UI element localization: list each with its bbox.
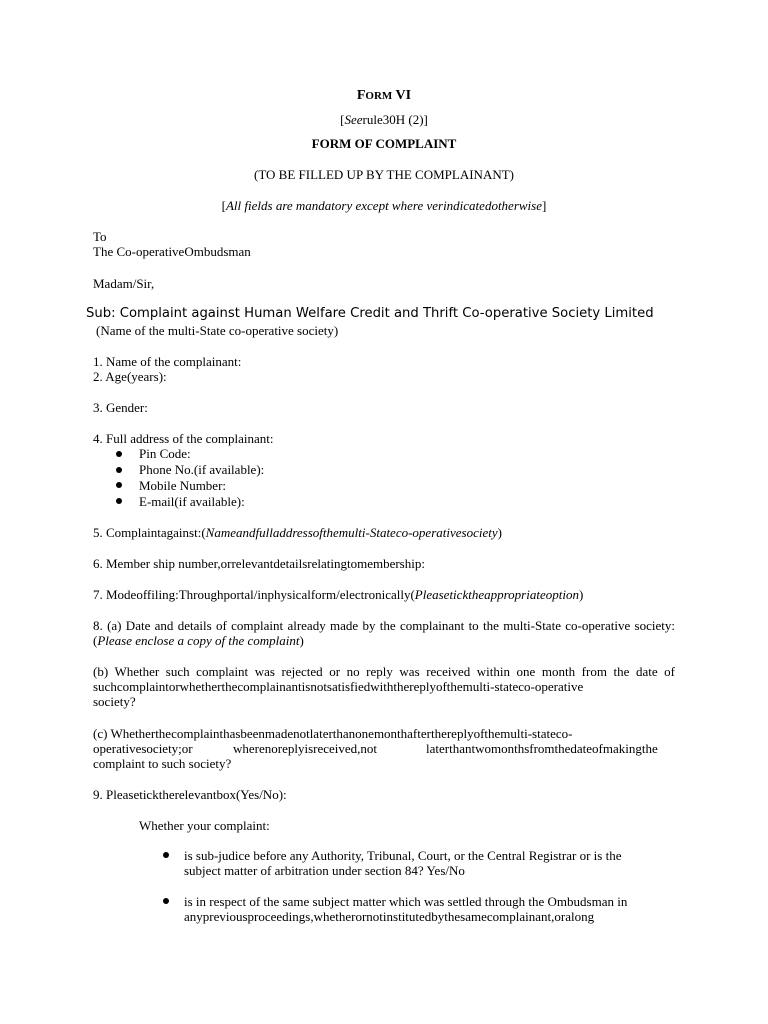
- bullet-icon: [116, 498, 122, 504]
- bullet-2-line1: is in respect of the same subject matter which was settled through the Ombudsman in: [184, 894, 628, 909]
- field-gender: 3. Gender:: [93, 400, 148, 415]
- field-8c-line1: (c) Whetherthecomplainthasbeenmadenotlaterthanonemonthafterthereplyofthemulti-stateco-: [93, 726, 573, 741]
- field-9: 9. Pleaseticktherelevantbox(Yes/No):: [93, 787, 287, 802]
- field-8b-line3: society?: [93, 694, 136, 709]
- field-name: 1. Name of the complainant:: [93, 354, 242, 369]
- form-title: FORM OF COMPLAINT: [311, 136, 457, 151]
- field-8c-line3: complaint to such society?: [93, 756, 232, 771]
- society-name: Human Welfare Credit and Thrift Co-operative Society Limited: [244, 306, 654, 321]
- field-8a: 8. (a) Date and details of complaint already made by the complainant to the multi-State co-operative society: (Please enclose a copy of the complaint): [93, 618, 675, 648]
- field-mode-of-filing: 7. Modeoffiling:Throughportal/inphysicalform/electronically(Pleaseticktheappropriateoption): [93, 587, 584, 602]
- subject-line: Sub: Complaint against Human Welfare Credit and Thrift Co-operative Society Limited: [86, 306, 654, 321]
- bullet-icon: [116, 482, 122, 488]
- field-membership: 6. Member ship number,orrelevantdetailsrelatingtomembership:: [93, 556, 425, 571]
- field-8c-line2c: laterthantwomonthsfromthedateofmakingthe: [426, 741, 658, 756]
- field-mobile: Mobile Number:: [139, 478, 227, 493]
- whether-label: Whether your complaint:: [139, 818, 270, 833]
- field-pin-code: Pin Code:: [139, 446, 191, 461]
- bullet-icon: [116, 467, 122, 473]
- field-8b-line1: (b) Whether such complaint was rejected or no reply was received within one month from the date of: [93, 664, 675, 679]
- bullet-1-line1: is sub-judice before any Authority, Tribunal, Court, or the Central Registrar or is the: [184, 848, 622, 863]
- field-email: E-mail(if available):: [139, 494, 245, 509]
- bullet-icon: [163, 852, 169, 858]
- field-age: 2. Age(years):: [93, 369, 167, 384]
- field-8c-line2a: operativesociety;or: [93, 741, 193, 756]
- bullet-icon: [116, 451, 122, 457]
- form-number: FORM VI: [356, 88, 412, 103]
- filled-by-note: (TO BE FILLED UP BY THE COMPLAINANT): [254, 167, 514, 182]
- field-phone: Phone No.(if available):: [139, 462, 265, 477]
- society-name-hint: (Name of the multi-State co-operative society): [96, 323, 339, 338]
- field-8c-line2b: wherenoreplyisreceived,not: [233, 741, 378, 756]
- mandatory-note: [All fields are mandatory except where verindicatedotherwise]: [221, 198, 547, 213]
- bullet-2-line2: anypreviousproceedings,whetherornotinstitutedbythesamecomplainant,oralong: [184, 909, 595, 924]
- bullet-icon: [163, 898, 169, 904]
- bullet-1-line2: subject matter of arbitration under section 84? Yes/No: [184, 863, 465, 878]
- field-8b-line2: suchcomplaintorwhetherthecomplainantisnotsatisfiedwiththereplyofthemulti-stateco-operative: [93, 679, 584, 694]
- field-complaint-against: 5. Complaintagainst:(Nameandfulladdressofthemulti-Stateco-operativesociety): [93, 525, 502, 540]
- salutation: Madam/Sir,: [93, 276, 155, 291]
- to-label: To: [93, 229, 107, 244]
- rule-reference: [Seerule30H (2)]: [340, 112, 428, 127]
- ombudsman-label: The Co-operativeOmbudsman: [93, 244, 251, 259]
- field-address: 4. Full address of the complainant:: [93, 431, 274, 446]
